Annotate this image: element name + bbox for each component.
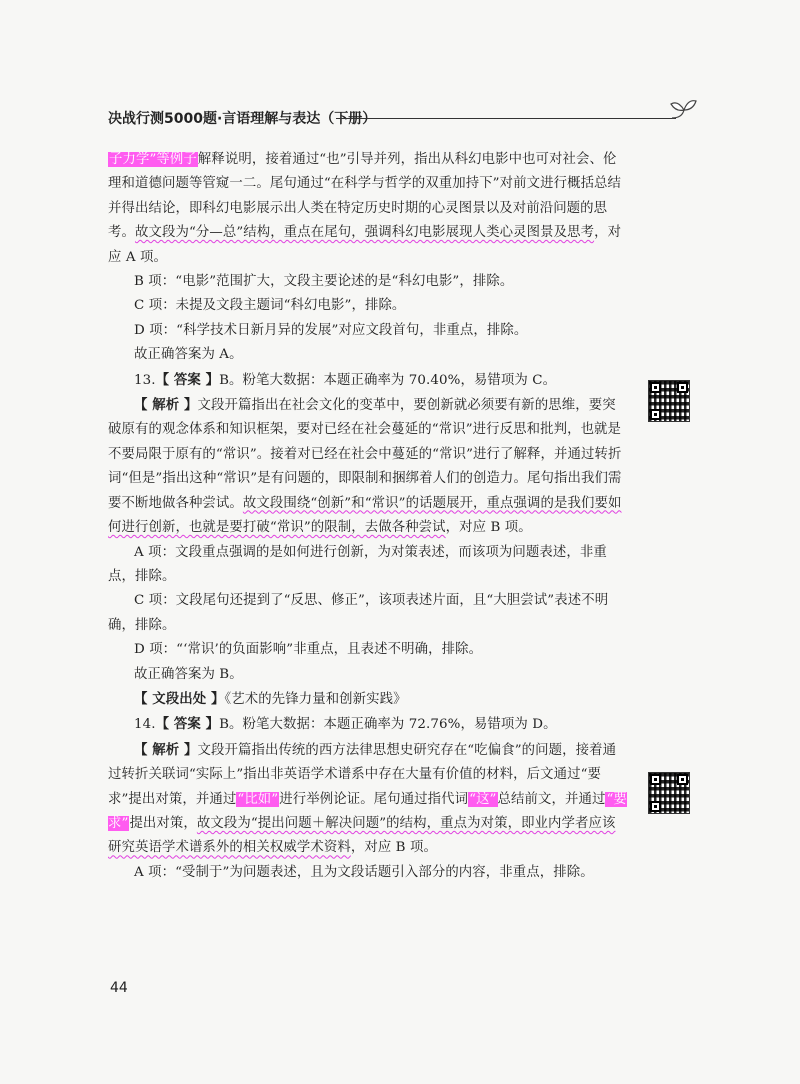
wavy-underline-key: 故文段为“分—总”结构，重点在尾句，强调科幻电影展现人类心灵图景及思考 — [134, 225, 595, 241]
sprout-icon — [668, 96, 698, 120]
page-content — [108, 148, 628, 885]
page-number: 44 — [110, 980, 128, 996]
highlight-keyword: 子力学”等例子 — [109, 152, 197, 167]
wavy-underline-key: 故文段围绕“创新”和“常识”的话题展开，重点强调的是我们要如何进行创新，也就是要打破“常识”的限制，去做各种尝试 — [108, 495, 622, 536]
header-title: 决战行测5000题·言语理解与表达（下册） — [108, 111, 377, 127]
qr-code-q13[interactable] — [648, 380, 690, 422]
q13-source: 【 文段出处 】《艺术的先锋力量和创新实践》 — [134, 690, 407, 707]
q13-answer: 13.【 答案 】B。粉笔大数据：本题正确率为 70.40%，易错项为 C。 — [134, 371, 557, 388]
q13-option-a: A 项：文段重点强调的是如何进行创新，为对策表述，而该项为问题表述，非重点，排除。 — [108, 544, 607, 584]
header-rule — [336, 118, 676, 119]
q13-option-d: D 项：“‘常识’的负面影响”非重点，且表述不明确，排除。 — [134, 642, 483, 658]
q12-analysis-tail: 子力学”等例子解释说明，接着通过“也”引导并列，指出从科幻电影中也可对社会、伦理和道德问题等管窥一二。尾句通过“在科学与哲学的双重加持下”对前文进行概括总结并得出结论，即科幻电影展示出人类在特定历史时期的心灵图景以及对前沿问题的思考。故文段为“分—总”结构，重点在尾句，强调科幻电影展现人类心灵图景及思考，对应 A 项。 — [108, 152, 622, 265]
wavy-underline-key: 故文段为“提出问题＋解决问题”的结构，重点为对策，即业内学者应该研究英语学术谱系外的相关权威学术资料 — [108, 815, 616, 856]
q14-analysis: 【 解析 】文段开篇指出传统的西方法律思想史研究存在“吃偏食”的问题，接着通过转折关联词“实际上”指出非英语学术谱系中存在大量有价值的材料，后文通过“要求”提出对策，并通过“比如”进行举例论证。尾句通过指代词“这”总结前文，并通过“要求”提出对策，故文段为“提出问题＋解决问题”的结构，重点为对策，即业内学者应该研究英语学术谱系外的相关权威学术资料，对应 B 项。 — [108, 741, 627, 856]
q14-answer: 14.【 答案 】B。粉笔大数据：本题正确率为 72.76%，易错项为 D。 — [134, 716, 557, 733]
q14-option-a: A 项：“受制于”为问题表述，且为文段话题引入部分的内容，非重点，排除。 — [134, 864, 594, 880]
q13-option-c: C 项：文段尾句还提到了“反思、修正”，该项表述片面，且“大胆尝试”表述不明确，排除。 — [108, 593, 609, 633]
highlight-keyword: “比如” — [237, 791, 279, 807]
q13-conclusion: 故正确答案为 B。 — [134, 666, 243, 682]
q12-option-b: B 项：“电影”范围扩大，文段主要论述的是“科幻电影”，排除。 — [134, 274, 514, 290]
q12-option-c: C 项：未提及文段主题词“科幻电影”，排除。 — [134, 298, 406, 314]
qr-code-q14[interactable] — [648, 772, 690, 814]
highlight-keyword: “要求” — [108, 791, 627, 831]
highlight-keyword: “这” — [469, 791, 497, 807]
q13-analysis: 【 解析 】文段开篇指出在社会文化的变革中，要创新就必须要有新的思维，要突破原有的观念体系和知识框架，要对已经在社会蔓延的“常识”进行反思和批判，也就是不要局限于原有的“常识”。接着对已经在社会中蔓延的“常识”进行了解释，并通过转折词“但是”指出这种“常识”是有问题的，即限制和捆绑着人们的创造力。尾句指出我们需要不断地做各种尝试。故文段围绕“创新”和“常识”的话题展开，重点强调的是我们要如何进行创新，也就是要打破“常识”的限制，去做各种尝试，对应 B 项。 — [108, 397, 622, 536]
q12-conclusion: 故正确答案为 A。 — [134, 347, 243, 363]
q12-option-d: D 项：“科学技术日新月异的发展”对应文段首句，非重点，排除。 — [134, 322, 528, 338]
